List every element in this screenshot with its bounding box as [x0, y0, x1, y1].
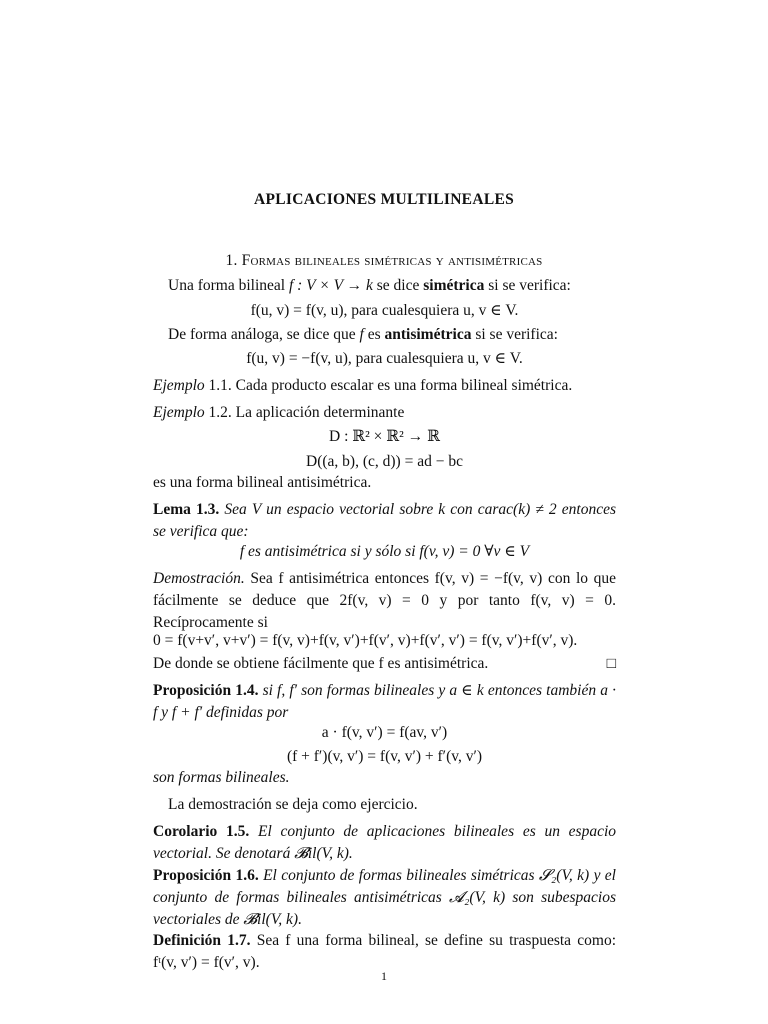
- proposition-1-6: Proposición 1.6. El conjunto de formas bilineales simétricas 𝓢₂(V, k) y el conjunto de formas bilineales antisimétricas 𝓐₂(V, k) son subespacios vectoriales de 𝓑il(V, k).: [153, 867, 616, 928]
- proof-lemma: Demostración. Sea f antisimétrica entonces f(v, v) = −f(v, v) con lo que fácilmente se deduce que 2f(v, v) = 0 y por tanto f(v, v) = 0. Recíprocamente si: [153, 570, 616, 631]
- equation-symmetric: f(u, v) = f(v, u), para cualesquiera u, v ∈ V.: [250, 302, 519, 319]
- qed-symbol: □: [606, 655, 616, 672]
- equation-antisymmetric: f(u, v) = −f(v, u), para cualesquiera u, v ∈ V.: [246, 350, 523, 367]
- page-number: 1: [381, 969, 387, 983]
- proposition-1-4-proof: La demostración se deja como ejercicio.: [168, 796, 418, 813]
- proposition-equation-1: a · f(v, v′) = f(av, v′): [321, 724, 448, 741]
- example-1-2: Ejemplo 1.2. La aplicación determinante: [153, 404, 405, 421]
- equation-determinant-map: D : ℝ² × ℝ² → ℝ: [329, 428, 440, 445]
- proposition-1-4-end: son formas bilineales.: [153, 769, 290, 786]
- lemma-1-3: Lema 1.3. Sea V un espacio vectorial sobre k con carac(k) ≠ 2 entonces se verifica que:: [153, 501, 616, 540]
- definition-antisymmetric: De forma análoga, se dice que f es antisimétrica si se verifica:: [168, 326, 558, 343]
- corollary-1-5: Corolario 1.5. El conjunto de aplicaciones bilineales es un espacio vectorial. Se denotará 𝓑il(V, k).: [153, 823, 617, 862]
- proof-end: De donde se obtiene fácilmente que f es antisimétrica. □: [153, 653, 616, 675]
- definition-1-7: Definición 1.7. Sea f una forma bilineal, se define su traspuesta como: fᵗ(v, v′) = f(v′, v).: [153, 932, 617, 971]
- section-heading: 1. Formas bilineales simétricas y antisimétricas: [225, 252, 543, 269]
- example-1-1: Ejemplo 1.1. Cada producto escalar es una forma bilineal simétrica.: [153, 377, 573, 394]
- proof-equation: 0 = f(v+v′, v+v′) = f(v, v)+f(v, v′)+f(v′, v)+f(v′, v′) = f(v, v′)+f(v′, v).: [153, 632, 578, 649]
- definition-symmetric: Una forma bilineal f : V × V → k se dice simétrica si se verifica:: [168, 277, 571, 294]
- proposition-equation-2: (f + f′)(v, v′) = f(v, v′) + f′(v, v′): [286, 748, 483, 765]
- lemma-equation: f es antisimétrica si y sólo si f(v, v) = 0 ∀v ∈ V: [239, 543, 530, 560]
- equation-determinant: D((a, b), (c, d)) = ad − bc: [306, 453, 463, 470]
- document-title: APLICACIONES MULTILINEALES: [253, 191, 515, 208]
- example-1-2-end: es una forma bilineal antisimétrica.: [153, 474, 372, 491]
- proposition-1-4: Proposición 1.4. si f, f′ son formas bilineales y a ∈ k entonces también a · f y f + f′ definidas por: [153, 682, 616, 721]
